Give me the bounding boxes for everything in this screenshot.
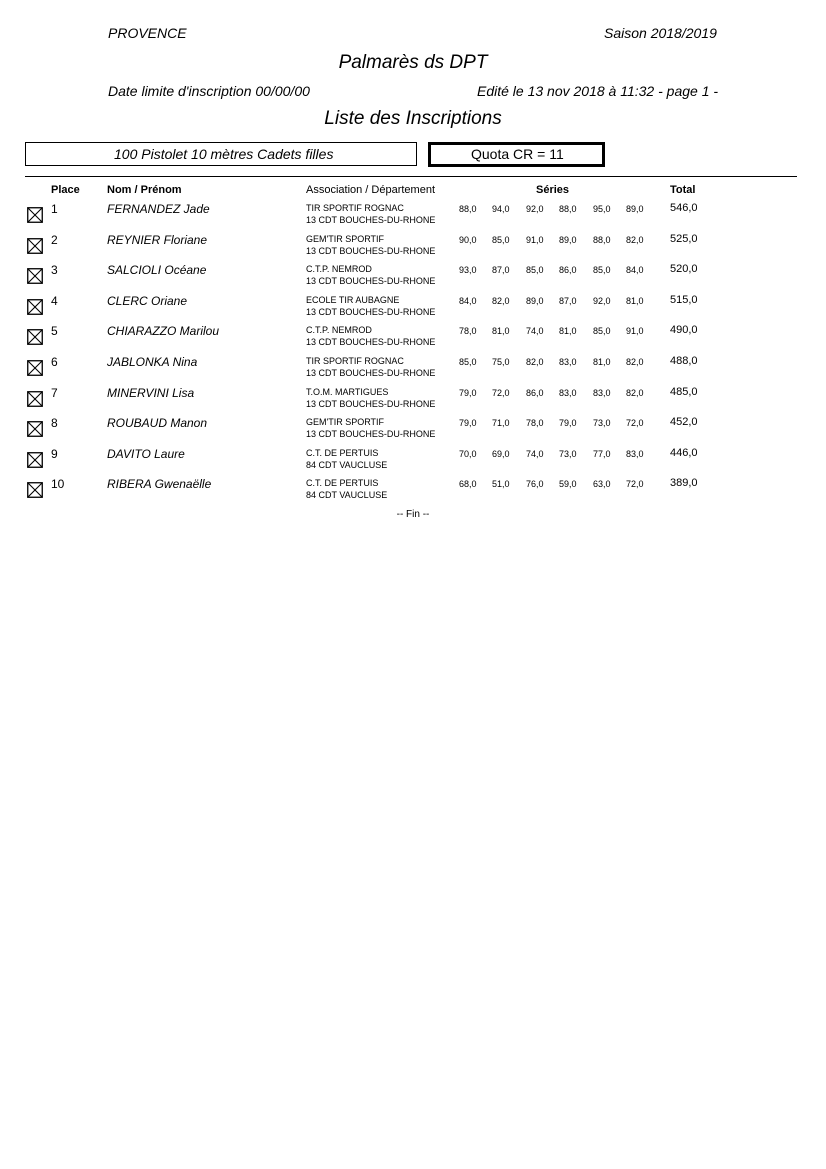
series-score: 72,0 — [492, 387, 510, 398]
series-score: 82,0 — [526, 357, 544, 367]
series-score: 88,0 — [559, 204, 577, 214]
department-name: 13 CDT BOUCHES-DU-RHONE — [306, 368, 436, 378]
league-name: PROVENCE — [108, 25, 187, 41]
total-score: 515,0 — [670, 293, 698, 306]
series-score: 82,0 — [492, 295, 510, 306]
place-cell: 9 — [51, 446, 58, 461]
series-score: 87,0 — [492, 265, 510, 276]
series-score: 91,0 — [626, 326, 644, 337]
checked-box-icon[interactable] — [27, 329, 43, 345]
place-cell: 10 — [51, 477, 65, 492]
edition-info: Edité le 13 nov 2018 à 11:32 - page 1 - — [477, 83, 719, 99]
table-row — [0, 355, 826, 385]
department-name: 13 CDT BOUCHES-DU-RHONE — [306, 429, 436, 440]
series-score: 82,0 — [626, 357, 644, 367]
shooter-name: SALCIOLI Océane — [107, 263, 207, 278]
registration-deadline: Date limite d'inscription 00/00/00 — [108, 83, 310, 99]
series-score: 84,0 — [626, 265, 644, 276]
series-score: 70,0 — [459, 448, 477, 459]
club-name: TIR SPORTIF ROGNAC — [306, 356, 404, 366]
series-score: 88,0 — [459, 204, 477, 214]
table-row — [0, 233, 826, 263]
checked-box-icon[interactable] — [27, 391, 43, 407]
series-score: 81,0 — [593, 357, 611, 367]
checked-box-icon[interactable] — [27, 452, 43, 468]
series-score: 76,0 — [526, 479, 544, 490]
checked-box-icon[interactable] — [27, 238, 43, 254]
shooter-name: FERNANDEZ Jade — [107, 202, 210, 216]
series-score: 84,0 — [459, 295, 477, 306]
department-name: 13 CDT BOUCHES-DU-RHONE — [306, 337, 436, 348]
shooter-name: JABLONKA Nina — [107, 355, 198, 369]
total-score: 485,0 — [670, 385, 698, 398]
series-score: 87,0 — [559, 295, 577, 306]
series-score: 89,0 — [559, 234, 577, 245]
series-score: 82,0 — [626, 387, 644, 398]
department-name: 13 CDT BOUCHES-DU-RHONE — [306, 398, 436, 409]
column-header-name: Nom / Prénom — [107, 184, 182, 196]
table-row — [0, 477, 826, 507]
club-name: C.T. DE PERTUIS — [306, 447, 379, 458]
shooter-name: ROUBAUD Manon — [107, 416, 208, 431]
column-header-total: Total — [670, 184, 696, 196]
club-name: C.T. DE PERTUIS — [306, 478, 379, 489]
club-name: C.T.P. NEMROD — [306, 325, 372, 336]
place-cell: 4 — [51, 293, 58, 308]
series-score: 59,0 — [559, 479, 577, 490]
checked-box-icon[interactable] — [27, 207, 43, 223]
series-score: 63,0 — [593, 479, 611, 490]
header-rule — [25, 176, 797, 177]
series-score: 91,0 — [526, 234, 544, 245]
checked-box-icon[interactable] — [27, 421, 43, 437]
series-score: 85,0 — [459, 357, 477, 367]
checked-box-icon[interactable] — [27, 482, 43, 498]
series-score: 71,0 — [492, 418, 510, 429]
table-row — [0, 447, 826, 477]
series-score: 81,0 — [559, 326, 577, 337]
series-score: 79,0 — [459, 418, 477, 429]
club-name: GEM'TIR SPORTIF — [306, 417, 385, 428]
total-score: 520,0 — [670, 263, 698, 276]
series-score: 73,0 — [559, 448, 577, 459]
place-cell: 6 — [51, 355, 58, 369]
series-score: 85,0 — [492, 234, 510, 245]
shooter-name: CLERC Oriane — [107, 293, 188, 308]
checked-box-icon[interactable] — [27, 299, 43, 315]
series-score: 88,0 — [593, 234, 611, 245]
table-row — [0, 263, 826, 293]
checked-box-icon[interactable] — [27, 360, 43, 376]
end-marker: -- Fin -- — [396, 509, 430, 520]
total-score: 452,0 — [670, 416, 698, 429]
shooter-name: DAVITO Laure — [107, 446, 185, 461]
club-name: ECOLE TIR AUBAGNE — [306, 294, 400, 305]
department-name: 13 CDT BOUCHES-DU-RHONE — [306, 276, 436, 287]
department-name: 13 CDT BOUCHES-DU-RHONE — [306, 306, 436, 317]
department-name: 13 CDT BOUCHES-DU-RHONE — [306, 215, 436, 225]
club-name: T.O.M. MARTIGUES — [306, 386, 389, 397]
series-score: 86,0 — [526, 387, 544, 398]
event-name: 100 Pistolet 10 mètres Cadets filles — [114, 146, 334, 162]
total-score: 488,0 — [670, 355, 698, 367]
series-score: 72,0 — [626, 479, 644, 490]
series-score: 83,0 — [626, 448, 644, 459]
table-row — [0, 324, 826, 354]
place-cell: 5 — [51, 324, 58, 339]
series-score: 74,0 — [526, 326, 544, 337]
series-score: 92,0 — [526, 204, 544, 214]
shooter-name: MINERVINI Lisa — [107, 385, 195, 400]
table-row — [0, 416, 826, 446]
series-score: 92,0 — [593, 295, 611, 306]
department-name: 84 CDT VAUCLUSE — [306, 490, 388, 501]
series-score: 83,0 — [593, 387, 611, 398]
series-score: 69,0 — [492, 448, 510, 459]
series-score: 68,0 — [459, 479, 477, 490]
list-title: Liste des Inscriptions — [324, 108, 502, 129]
total-score: 546,0 — [670, 202, 698, 214]
series-score: 89,0 — [526, 295, 544, 306]
series-score: 81,0 — [492, 326, 510, 337]
series-score: 89,0 — [626, 204, 644, 214]
total-score: 525,0 — [670, 232, 698, 245]
table-row — [0, 294, 826, 324]
shooter-name: CHIARAZZO Marilou — [107, 324, 220, 339]
table-row — [0, 202, 826, 232]
series-score: 77,0 — [593, 448, 611, 459]
series-score: 79,0 — [559, 418, 577, 429]
series-score: 95,0 — [593, 204, 611, 214]
club-name: GEM'TIR SPORTIF — [306, 233, 385, 244]
page-title: Palmarès ds DPT — [338, 52, 488, 73]
series-score: 81,0 — [626, 295, 644, 306]
series-score: 86,0 — [559, 265, 577, 276]
event-box — [25, 142, 417, 166]
quota-box — [428, 142, 605, 167]
place-cell: 7 — [51, 385, 58, 400]
place-cell: 3 — [51, 263, 58, 278]
series-score: 93,0 — [459, 265, 477, 276]
series-score: 94,0 — [492, 204, 510, 214]
total-score: 389,0 — [670, 477, 698, 490]
column-header-place: Place — [51, 184, 80, 196]
series-score: 74,0 — [526, 448, 544, 459]
series-score: 72,0 — [626, 418, 644, 429]
shooter-name: REYNIER Floriane — [107, 232, 208, 247]
department-name: 84 CDT VAUCLUSE — [306, 459, 388, 470]
series-score: 83,0 — [559, 357, 577, 367]
shooter-name: RIBERA Gwenaëlle — [107, 477, 212, 492]
place-cell: 2 — [51, 232, 58, 247]
series-score: 79,0 — [459, 387, 477, 398]
series-score: 85,0 — [593, 326, 611, 337]
series-score: 75,0 — [492, 357, 510, 367]
series-score: 78,0 — [526, 418, 544, 429]
club-name: C.T.P. NEMROD — [306, 264, 372, 275]
column-header-series: Séries — [536, 184, 570, 196]
place-cell: 8 — [51, 416, 58, 431]
series-score: 78,0 — [459, 326, 477, 337]
table-row — [0, 386, 826, 416]
place-cell: 1 — [51, 202, 58, 216]
series-score: 85,0 — [593, 265, 611, 276]
series-score: 51,0 — [492, 479, 510, 490]
total-score: 446,0 — [670, 446, 698, 459]
quota-label: Quota CR = 11 — [471, 146, 564, 162]
series-score: 82,0 — [626, 234, 644, 245]
series-score: 83,0 — [559, 387, 577, 398]
season: Saison 2018/2019 — [604, 25, 717, 41]
series-score: 90,0 — [459, 234, 477, 245]
club-name: TIR SPORTIF ROGNAC — [306, 203, 404, 213]
checked-box-icon[interactable] — [27, 268, 43, 284]
total-score: 490,0 — [670, 324, 698, 337]
series-score: 73,0 — [593, 418, 611, 429]
department-name: 13 CDT BOUCHES-DU-RHONE — [306, 245, 436, 256]
column-header-association: Association / Département — [306, 184, 436, 196]
series-score: 85,0 — [526, 265, 544, 276]
